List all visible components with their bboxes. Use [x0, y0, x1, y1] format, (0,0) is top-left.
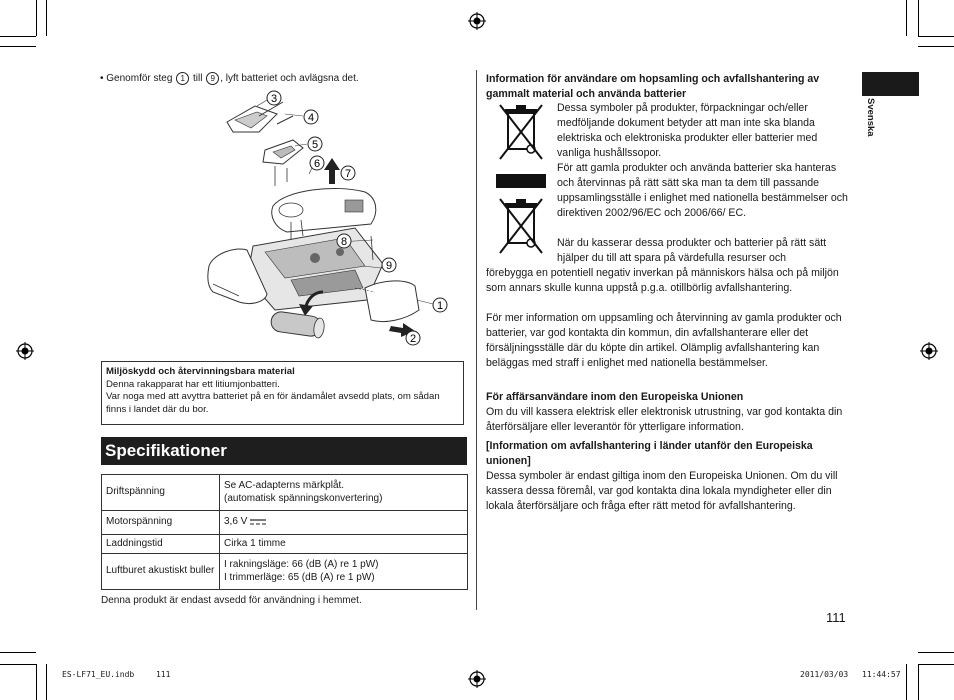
spec-value: Cirka 1 timme [220, 535, 468, 554]
environment-notice-line: Denna rakapparat har ett litiumjonbatteri. [106, 378, 280, 390]
callout-label: 2 [409, 333, 417, 345]
crop-mark [918, 36, 954, 37]
crop-mark [46, 664, 47, 700]
spec-value-line: Se AC-adapterns märkplåt. [224, 480, 345, 491]
callout-label: 6 [313, 158, 321, 170]
environment-notice-box [101, 361, 464, 425]
disposal-paragraph: För mer information om uppsamling och återvinning av gamla produkter och batterier, var god kontakta din kommun, din avfallshanterare eller det försäljningsställe där du köpte din artikel. Olämplig avfallshantering kan beläggas med straff i enlighet med nationella bestämmelser. [486, 312, 842, 369]
column-divider [476, 70, 477, 610]
crop-mark [918, 664, 919, 700]
crossed-bin-icon [492, 193, 550, 261]
business-users-heading: För affärsanvändare inom den Europeiska Unionen [486, 391, 744, 403]
spec-value [220, 511, 468, 535]
language-label: Svenska [865, 98, 876, 137]
step-number: 9 [206, 72, 219, 85]
table-row [102, 511, 468, 535]
crop-mark [918, 652, 954, 653]
callout-label: 3 [270, 93, 278, 105]
spec-value [220, 554, 468, 590]
crop-mark [36, 664, 37, 700]
instruction-bullet [100, 72, 359, 85]
callout-label: 5 [311, 139, 319, 151]
bullet-text-mid: till [192, 73, 203, 84]
footer-time: 11:44:57 [862, 670, 901, 679]
footer-page: 111 [156, 670, 171, 679]
registration-mark-icon [16, 342, 34, 360]
disposal-paragraph: När du kasserar dessa produkter och batterier på rätt sätt hjälper du till att spara på värdefulla resurser och [557, 237, 827, 264]
crop-mark [36, 0, 37, 36]
registration-mark-icon [468, 12, 486, 30]
spec-key: Laddningstid [102, 535, 220, 554]
non-eu-paragraph: Dessa symboler är endast giltiga inom den Europeiska Unionen. Om du vill kassera dessa föremål, var god kontakta dina lokala myndigheter eller din lokala återförsäljare och fråga efter rätt metod för avfallshantering. [486, 470, 838, 512]
bullet-text-post: , lyft batteriet och avlägsna det. [220, 73, 359, 84]
spec-value-line: 3,6 V [224, 516, 248, 528]
table-row [102, 554, 468, 590]
callout-label: 7 [344, 168, 352, 180]
crop-mark [918, 46, 954, 47]
callout-label: 9 [385, 260, 393, 272]
disposal-heading: Information för användare om hopsamling och avfallshantering av gammalt material och använda batterier [486, 73, 820, 100]
crop-mark [906, 664, 907, 700]
spec-value [220, 475, 468, 511]
registration-mark-icon [468, 670, 486, 688]
bullet-text-pre: • Genomför steg [100, 73, 173, 84]
non-eu-heading: [Information om avfallshantering i länder utanför den Europeiska unionen] [486, 440, 813, 467]
spec-key: Motorspänning [102, 511, 220, 535]
step-number: 1 [176, 72, 189, 85]
callout-label: 4 [307, 112, 315, 124]
disposal-paragraph: För att gamla produkter och använda batterier ska hanteras och återvinnas på rätt sätt ska man ta dem till passande uppsamlingsställe i enlighet med nationella bestämmelser och direktiven 2002/96/EC och 2006/66/ EC. [557, 162, 848, 219]
table-row [102, 535, 468, 554]
footer-date: 2011/03/03 [800, 670, 849, 679]
disposal-paragraph: Dessa symboler på produkter, förpackningar och/eller medföljande dokument betyder att man inte ska blanda elektriska och elektroniska produkter eller batterier med vanliga hushållssopor. [557, 102, 818, 159]
environment-notice-title: Miljöskydd och återvinningsbara material [106, 366, 295, 377]
registration-mark-icon [920, 342, 938, 360]
dc-symbol-icon [250, 518, 266, 526]
table-row [102, 475, 468, 511]
spec-key: Luftburet akustiskt buller [102, 554, 220, 590]
crop-mark [0, 652, 36, 653]
disassembly-illustration [195, 88, 465, 350]
callout-label: 1 [436, 300, 444, 312]
business-users-paragraph: Om du vill kassera elektrisk eller elektronisk utrustning, var god kontakta din återförsäljare eller leverantör för ytterligare information. [486, 406, 843, 433]
crop-mark [918, 664, 954, 665]
crop-mark [0, 36, 36, 37]
environment-notice-line: Var noga med att avyttra batteriet på en för ändamålet avsedd plats, om sådan finns i landet där du bor. [106, 391, 440, 415]
spec-value-line: I rakningsläge: 66 (dB (A) re 1 pW) [224, 559, 379, 570]
crop-mark [906, 0, 907, 36]
spec-key: Driftspänning [102, 475, 220, 511]
specifications-heading: Specifikationer [101, 437, 467, 465]
language-tab-marker [862, 72, 919, 96]
disposal-paragraph: förebygga en potentiell negativ inverkan på människors hälsa och på miljön som annars skulle kunna uppstå p.g.a. otillbörlig avfallshantering. [486, 267, 839, 294]
crop-mark [46, 0, 47, 36]
page-number: 111 [826, 610, 846, 625]
spec-value-line: I trimmerläge: 65 (dB (A) re 1 pW) [224, 571, 375, 583]
crop-mark [0, 46, 36, 47]
crossed-bin-icon [492, 99, 550, 167]
crop-mark [0, 664, 36, 665]
spec-value-line: (automatisk spänningskonvertering) [224, 492, 383, 504]
specifications-table [101, 474, 468, 590]
crop-mark [918, 0, 919, 36]
footer-file-name: ES-LF71_EU.indb [62, 670, 135, 679]
callout-label: 8 [340, 236, 348, 248]
spec-footnote: Denna produkt är endast avsedd för användning i hemmet. [101, 595, 362, 606]
language-tab-label [861, 98, 879, 150]
bin-underbar [496, 174, 546, 188]
